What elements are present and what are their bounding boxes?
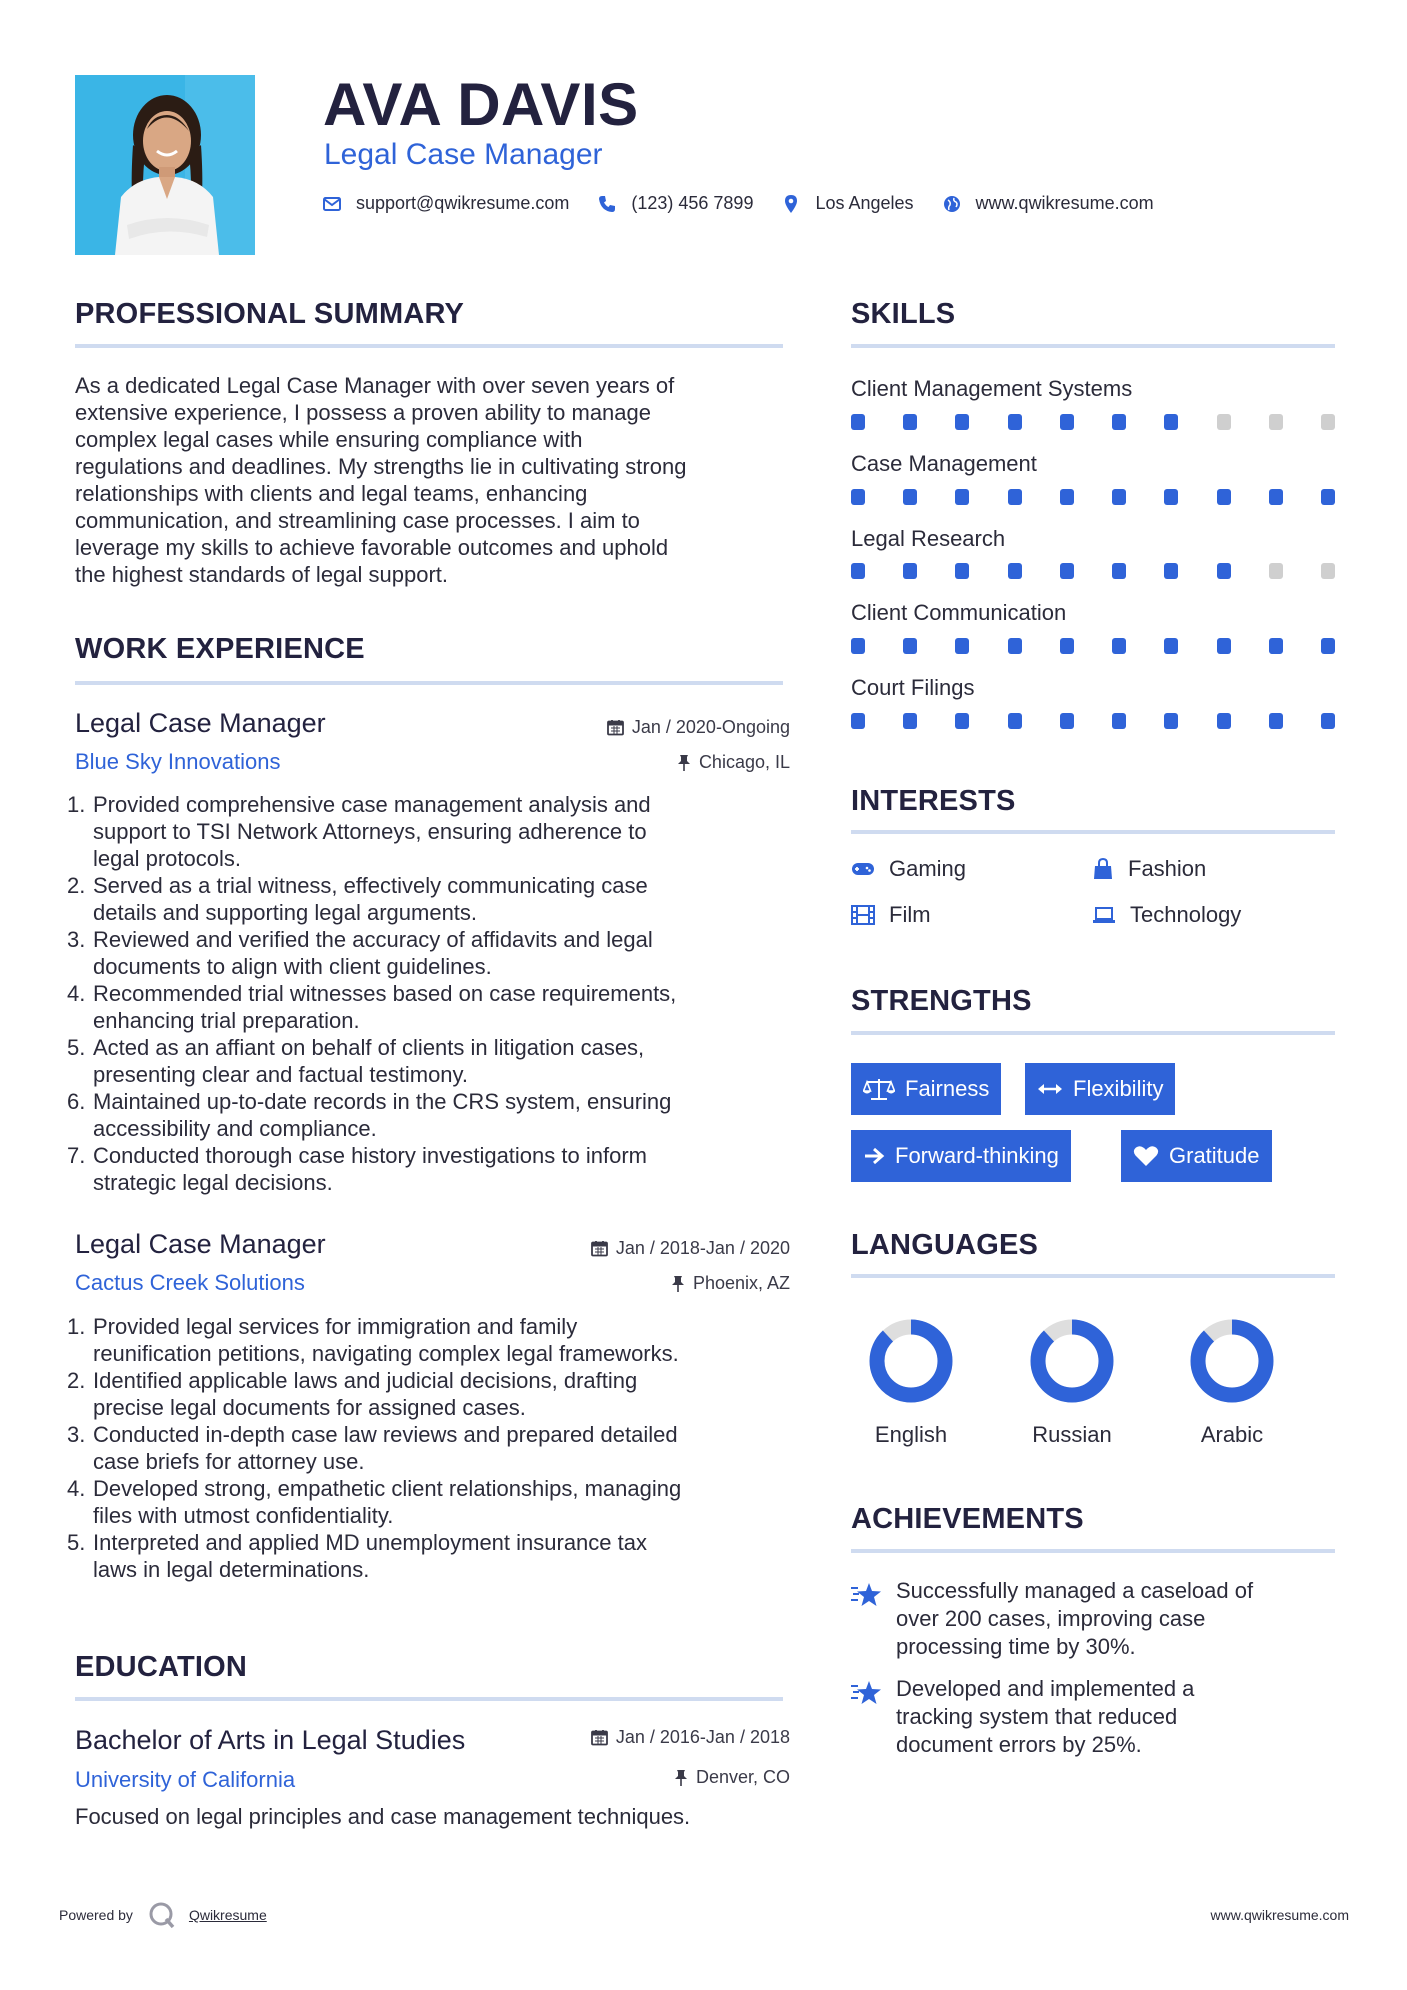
interest-item (1092, 856, 1206, 882)
skill-dot-filled (1321, 638, 1335, 654)
skill-dot-filled (955, 563, 969, 579)
strength-badge (1121, 1130, 1272, 1182)
list-item: 3. Reviewed and verified the accuracy of affidavits and legal documents to align with client guidelines. (67, 927, 653, 979)
contact-bar (322, 193, 1182, 214)
skill-rating (851, 638, 1335, 656)
pushpin-icon (674, 1769, 688, 1786)
language-donut-fill (877, 1327, 945, 1395)
company-name: Blue Sky Innovations (75, 749, 281, 774)
heart-icon (1133, 1145, 1159, 1167)
pushpin-icon (677, 754, 691, 771)
education-dates-text: Jan / 2016-Jan / 2018 (615, 1727, 790, 1747)
skill-dot-empty (1269, 414, 1283, 430)
skill-dot-filled (1060, 563, 1074, 579)
shooting-star-icon (850, 1679, 882, 1707)
skill-dot-filled (1060, 489, 1074, 505)
job-dates-text: Jan / 2018-Jan / 2020 (615, 1238, 790, 1258)
skill-dot-filled (903, 713, 917, 729)
interest-label: Film (889, 902, 931, 927)
skill-dot-filled (1112, 563, 1126, 579)
interest-label: Gaming (889, 856, 967, 881)
list-item: 3. Conducted in-depth case law reviews and prepared detailed case briefs for attorney use. (67, 1422, 678, 1474)
strength-label: Flexibility (1073, 1076, 1164, 1101)
language-donut (850, 1313, 972, 1409)
list-item: 4. Developed strong, empathetic client relationships, managing files with utmost confidentiality. (67, 1476, 682, 1528)
work-divider (75, 681, 783, 685)
skill-dot-filled (955, 713, 969, 729)
summary-line: relationships with clients and legal teams, enhancing (75, 481, 588, 506)
skill-rating (851, 563, 1335, 581)
contact-phone[interactable]: (123) 456 7899 (631, 193, 754, 213)
skill-dot-filled (903, 563, 917, 579)
map-pin-icon (781, 194, 801, 214)
skill-dot-filled (851, 489, 865, 505)
skill-dot-filled (955, 414, 969, 430)
phone-icon (597, 194, 617, 214)
footer-branding (59, 1900, 267, 1930)
job-location-text: Chicago, IL (698, 752, 790, 772)
skill-dot-empty (1321, 414, 1335, 430)
school-name: University of California (75, 1767, 296, 1792)
strength-badge (1025, 1063, 1175, 1115)
skills-heading: SKILLS (851, 298, 956, 330)
summary-text (75, 372, 795, 588)
list-item: 7. Conducted thorough case history investigations to inform strategic legal decisions. (67, 1143, 647, 1195)
language-name: Arabic (1200, 1422, 1264, 1447)
skill-dot-empty (1321, 563, 1335, 579)
education-heading: EDUCATION (75, 1651, 248, 1683)
job-duties-list (67, 791, 805, 1196)
language-name: Russian (1032, 1422, 1112, 1447)
list-item: 5. Interpreted and applied MD unemployment insurance tax laws in legal determinations. (67, 1530, 647, 1582)
work-heading: WORK EXPERIENCE (75, 633, 365, 665)
skill-dot-filled (955, 638, 969, 654)
skill-name: Client Communication (851, 600, 1067, 625)
language-donut (1171, 1313, 1293, 1409)
job-dates (591, 1238, 790, 1259)
languages-divider (851, 1274, 1335, 1278)
strength-badge (851, 1063, 1001, 1115)
strengths-heading: STRENGTHS (851, 985, 1032, 1017)
list-item: 2. Served as a trial witness, effectively communicating case details and supporting legal arguments. (67, 873, 648, 925)
list-item: 5. Acted as an affiant on behalf of clients in litigation cases, presenting clear and factual testimony. (67, 1035, 645, 1087)
summary-line: leverage my skills to achieve favorable outcomes and uphold (75, 535, 669, 560)
skill-dot-filled (1112, 414, 1126, 430)
education-location-text: Denver, CO (695, 1767, 790, 1787)
skill-name: Legal Research (851, 526, 1006, 551)
education-location (674, 1767, 790, 1788)
pushpin-icon (671, 1275, 685, 1292)
skill-dot-filled (955, 489, 969, 505)
contact-email[interactable]: support@qwikresume.com (356, 193, 570, 213)
skill-dot-filled (1112, 638, 1126, 654)
achievement-item: Developed and implemented a tracking system that reduced document errors by 25%. (896, 1676, 1195, 1757)
job-dates (607, 717, 790, 738)
skill-name: Court Filings (851, 675, 975, 700)
list-item: 1. Provided legal services for immigration and family reunification petitions, navigating complex legal frameworks. (67, 1314, 679, 1366)
achievement-item: Successfully managed a caseload of over 200 cases, improving case processing time by 30%. (896, 1578, 1254, 1659)
calendar-icon (607, 719, 624, 736)
language-donut-fill (1038, 1327, 1106, 1395)
skill-dot-filled (851, 563, 865, 579)
education-description: Focused on legal principles and case management techniques. (75, 1804, 691, 1829)
summary-heading: PROFESSIONAL SUMMARY (75, 298, 465, 330)
interest-label: Fashion (1128, 856, 1207, 881)
skill-dot-filled (1060, 713, 1074, 729)
skill-dot-filled (1269, 489, 1283, 505)
skill-dot-filled (851, 713, 865, 729)
language-name: English (874, 1422, 948, 1447)
shopping-bag-icon (1092, 858, 1114, 880)
summary-line: complex legal cases while ensuring compliance with (75, 427, 583, 452)
skill-dot-filled (1164, 563, 1178, 579)
summary-line: extensive experience, I possess a proven ability to manage (75, 400, 651, 425)
achievements-divider (851, 1549, 1335, 1553)
skill-name: Client Management Systems (851, 376, 1133, 401)
education-divider (75, 1697, 783, 1701)
globe-icon (942, 194, 962, 214)
arrows-horizontal-icon (1037, 1080, 1063, 1098)
skill-dot-filled (1008, 489, 1022, 505)
footer-website[interactable]: www.qwikresume.com (1210, 1907, 1349, 1923)
skill-dot-filled (1060, 414, 1074, 430)
interest-item (851, 856, 966, 882)
skill-dot-filled (1060, 638, 1074, 654)
skill-dot-filled (903, 638, 917, 654)
degree-title: Bachelor of Arts in Legal Studies (75, 1725, 466, 1755)
balance-scale-icon (863, 1077, 895, 1101)
skill-dot-filled (903, 489, 917, 505)
interest-item (1092, 902, 1241, 928)
skill-dot-filled (1217, 489, 1231, 505)
language-donut-fill (1198, 1327, 1266, 1395)
candidate-name: AVA DAVIS (323, 71, 639, 138)
skill-dot-filled (1164, 713, 1178, 729)
skill-dot-filled (1269, 638, 1283, 654)
shooting-star-icon (850, 1581, 882, 1609)
skill-dot-filled (851, 638, 865, 654)
skill-dot-filled (1008, 713, 1022, 729)
skill-dot-filled (1269, 713, 1283, 729)
skill-dot-filled (1008, 414, 1022, 430)
skill-dot-filled (1164, 638, 1178, 654)
skill-dot-filled (1112, 489, 1126, 505)
skill-name: Case Management (851, 451, 1037, 476)
strength-label: Forward-thinking (895, 1143, 1059, 1168)
skill-dot-filled (1217, 713, 1231, 729)
list-item: 2. Identified applicable laws and judicial decisions, drafting precise legal documents for assigned cases. (67, 1368, 638, 1420)
strengths-divider (851, 1031, 1335, 1035)
calendar-icon (591, 1729, 608, 1746)
qwikresume-link[interactable]: Qwikresume (188, 1907, 267, 1923)
skill-rating (851, 713, 1335, 731)
skill-dot-filled (1164, 414, 1178, 430)
summary-line: regulations and deadlines. My strengths lie in cultivating strong (75, 454, 687, 479)
interest-item (851, 902, 931, 928)
skills-divider (851, 344, 1335, 348)
achievements-heading: ACHIEVEMENTS (851, 1503, 1084, 1535)
powered-by-text: Powered by (59, 1907, 133, 1923)
company-name: Cactus Creek Solutions (75, 1270, 305, 1295)
summary-divider (75, 344, 783, 348)
skill-dot-filled (1112, 713, 1126, 729)
list-item: 6. Maintained up-to-date records in the CRS system, ensuring accessibility and compliance. (67, 1089, 672, 1141)
skill-dot-filled (1217, 638, 1231, 654)
skill-rating (851, 414, 1335, 432)
envelope-icon (322, 194, 342, 214)
summary-line: communication, and streamlining case processes. I aim to (75, 508, 640, 533)
arrow-right-icon (863, 1146, 885, 1166)
skill-dot-empty (1217, 414, 1231, 430)
education-dates (591, 1727, 790, 1748)
skill-dot-filled (1217, 563, 1231, 579)
summary-line: As a dedicated Legal Case Manager with over seven years of (75, 373, 675, 398)
job-title: Legal Case Manager (75, 1229, 326, 1259)
skill-dot-filled (1008, 563, 1022, 579)
skill-dot-filled (1321, 713, 1335, 729)
contact-location: Los Angeles (815, 193, 914, 213)
profile-photo (75, 75, 255, 255)
strength-label: Gratitude (1169, 1143, 1260, 1168)
strength-badge (851, 1130, 1071, 1182)
language-donut (1011, 1313, 1133, 1409)
skill-dot-filled (1321, 489, 1335, 505)
skill-dot-filled (851, 414, 865, 430)
interests-divider (851, 830, 1335, 834)
skill-dot-filled (903, 414, 917, 430)
gamepad-icon (851, 860, 875, 878)
skill-dot-filled (1008, 638, 1022, 654)
laptop-icon (1092, 906, 1116, 924)
qwikresume-logo-icon (147, 1900, 177, 1930)
job-location-text: Phoenix, AZ (692, 1273, 790, 1293)
job-duties-list (67, 1313, 805, 1583)
job-location (677, 752, 790, 773)
skill-dot-empty (1269, 563, 1283, 579)
calendar-icon (591, 1240, 608, 1257)
contact-website[interactable]: www.qwikresume.com (975, 193, 1154, 213)
list-item: 4. Recommended trial witnesses based on case requirements, enhancing trial preparation. (67, 981, 677, 1033)
interests-heading: INTERESTS (851, 785, 1016, 817)
job-title: Legal Case Manager (75, 708, 326, 738)
interest-label: Technology (1130, 902, 1242, 927)
job-dates-text: Jan / 2020-Ongoing (631, 717, 790, 737)
film-icon (851, 905, 875, 925)
skill-rating (851, 489, 1335, 507)
languages-heading: LANGUAGES (851, 1229, 1039, 1261)
list-item: 1. Provided comprehensive case management analysis and support to TSI Network Attorneys, ensuring adherence to legal protocols. (67, 792, 651, 871)
candidate-title: Legal Case Manager (324, 138, 603, 171)
job-location (671, 1273, 790, 1294)
summary-line: the highest standards of legal support. (75, 562, 449, 587)
strength-label: Fairness (905, 1076, 990, 1101)
skill-dot-filled (1164, 489, 1178, 505)
